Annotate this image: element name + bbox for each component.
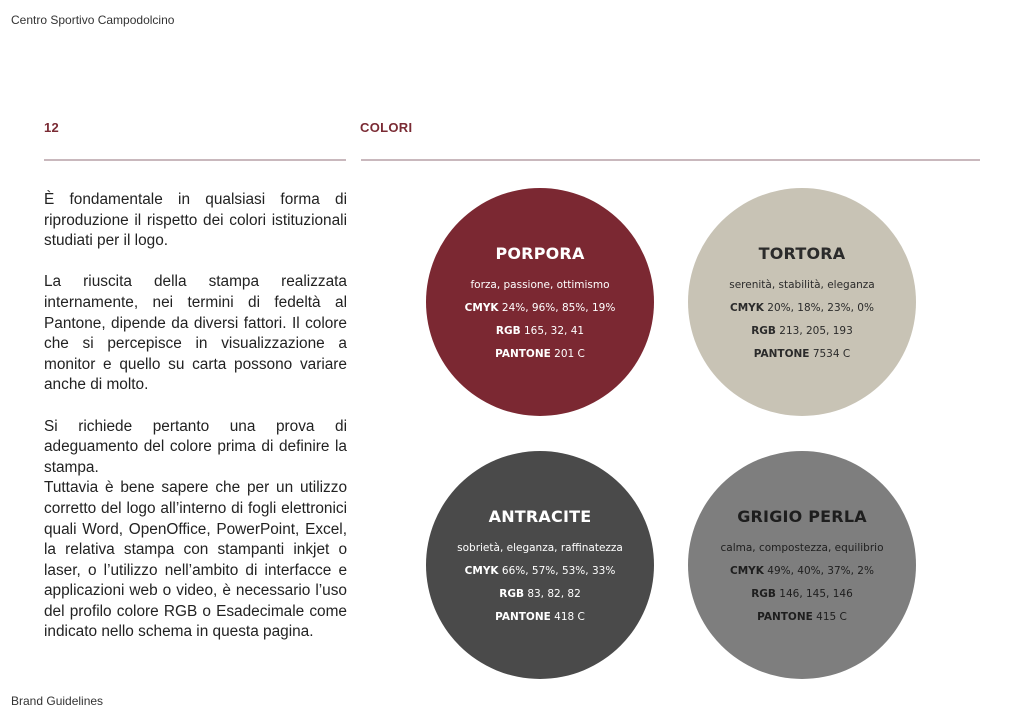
color-cmyk: CMYK 24%, 96%, 85%, 19% bbox=[464, 302, 616, 314]
color-name: PORPORA bbox=[495, 244, 585, 263]
paragraph-intro: È fondamentale in qualsiasi forma di riproduzione il rispetto dei colori istituzionali studiati per il logo. bbox=[44, 191, 347, 250]
section-title: COLORI bbox=[360, 120, 413, 135]
color-cmyk: CMYK 66%, 57%, 53%, 33% bbox=[464, 565, 616, 577]
color-rgb: RGB 213, 205, 193 bbox=[751, 325, 853, 337]
color-name: ANTRACITE bbox=[488, 507, 592, 526]
color-pantone: PANTONE 201 C bbox=[495, 348, 585, 360]
divider-right bbox=[361, 159, 980, 161]
paragraph-digital-use: Tuttavia è bene sapere che per un utilizzo corretto del logo all’interno di fogli elettronici quali Word, OpenOffice, PowerPoint, Excel, la relativa stampa con stampanti inkjet o laser, o l’utilizzo nell’ambito di interfacce e applicazioni web o video, è necessario l’uso del profilo colore RGB o Esadecimale come indicato nello schema in questa pagina. bbox=[44, 479, 347, 641]
color-swatch-grigio-perla bbox=[688, 451, 916, 679]
document-footer-title: Brand Guidelines bbox=[11, 694, 104, 708]
color-rgb: RGB 83, 82, 82 bbox=[499, 588, 581, 600]
document-header-title: Centro Sportivo Campodolcino bbox=[11, 13, 175, 27]
divider-left bbox=[44, 159, 346, 161]
color-name: GRIGIO PERLA bbox=[737, 507, 867, 526]
color-name: TORTORA bbox=[758, 244, 846, 263]
color-cmyk: CMYK 49%, 40%, 37%, 2% bbox=[730, 565, 874, 577]
color-swatch-tortora bbox=[688, 188, 916, 416]
color-cmyk: CMYK 20%, 18%, 23%, 0% bbox=[730, 302, 874, 314]
color-description: forza, passione, ottimismo bbox=[470, 279, 610, 291]
color-swatch-antracite bbox=[426, 451, 654, 679]
color-description: sobrietà, eleganza, raffinatezza bbox=[457, 542, 623, 554]
paragraph-printing: La riuscita della stampa realizzata internamente, nei termini di fedeltà al Pantone, dipende da diversi fattori. Il colore che si percepisce in visualizzazione a monitor e quello su carta possono variare anche di molto. bbox=[44, 273, 347, 394]
color-swatch-porpora bbox=[426, 188, 654, 416]
color-pantone: PANTONE 415 C bbox=[757, 611, 847, 623]
color-pantone: PANTONE 7534 C bbox=[753, 348, 851, 360]
color-rgb: RGB 146, 145, 146 bbox=[751, 588, 853, 600]
color-rgb: RGB 165, 32, 41 bbox=[495, 325, 585, 337]
page-number: 12 bbox=[44, 120, 60, 135]
color-description: serenità, stabilità, eleganza bbox=[729, 279, 875, 291]
color-description: calma, compostezza, equilibrio bbox=[720, 542, 884, 554]
body-text bbox=[44, 190, 347, 643]
paragraph-proof: Si richiede pertanto una prova di adeguamento del colore prima di definire la stampa. bbox=[44, 417, 347, 476]
color-pantone: PANTONE 418 C bbox=[495, 611, 585, 623]
